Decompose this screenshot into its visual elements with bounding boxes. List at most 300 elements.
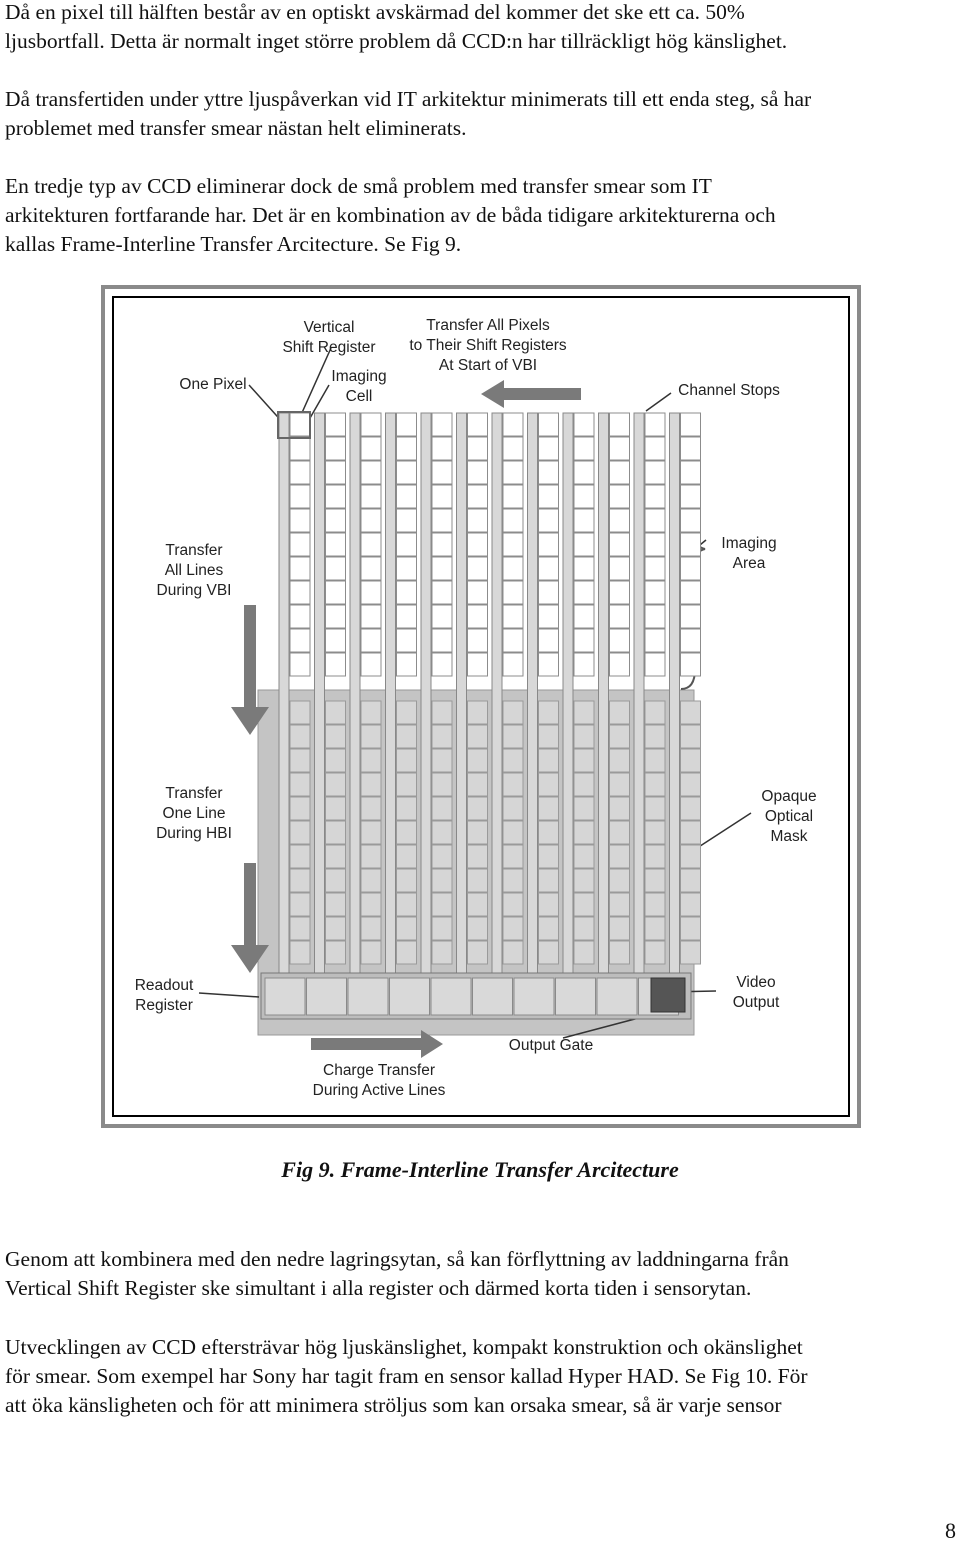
- imaging-cell: [468, 581, 488, 604]
- storage-cell: [503, 893, 523, 916]
- imaging-cell: [681, 533, 701, 556]
- imaging-cell: [681, 461, 701, 484]
- storage-cell: [539, 725, 559, 748]
- imaging-cell: [361, 653, 381, 676]
- label-line: Opaque: [761, 788, 817, 805]
- storage-cell: [468, 917, 488, 940]
- imaging-cell: [574, 653, 594, 676]
- storage-cell: [361, 869, 381, 892]
- storage-cell: [645, 773, 665, 796]
- frame-interline-transfer-figure: [101, 285, 861, 1128]
- label-line: At Start of VBI: [438, 357, 538, 374]
- imaging-cell: [361, 461, 381, 484]
- imaging-cell: [645, 461, 665, 484]
- readout-cell: [597, 978, 637, 1015]
- imaging-cell: [326, 437, 346, 460]
- figure-caption: Fig 9. Frame-Interline Transfer Arcitecture: [281, 1157, 679, 1182]
- storage-cell: [681, 893, 701, 916]
- label-line: Output: [732, 994, 780, 1011]
- imaging-cell: [610, 605, 630, 628]
- paragraph-ccd-development: [5, 1333, 955, 1420]
- storage-cell: [645, 917, 665, 940]
- imaging-cell: [468, 557, 488, 580]
- imaging-cell: [361, 629, 381, 652]
- label-line: Imaging: [331, 368, 387, 385]
- imaging-cell: [574, 461, 594, 484]
- storage-cell: [326, 941, 346, 964]
- imaging-cell: [432, 653, 452, 676]
- imaging-cell: [574, 485, 594, 508]
- imaging-cell: [574, 437, 594, 460]
- imaging-cell: [645, 653, 665, 676]
- imaging-cell: [361, 581, 381, 604]
- imaging-cell: [645, 557, 665, 580]
- imaging-cell: [397, 509, 417, 532]
- imaging-cell: [432, 581, 452, 604]
- storage-cell: [432, 869, 452, 892]
- storage-cell: [610, 893, 630, 916]
- imaging-cell: [361, 509, 381, 532]
- shift-register-column: [492, 413, 502, 973]
- imaging-cell: [468, 653, 488, 676]
- storage-cell: [290, 773, 310, 796]
- label-line: to Their Shift Registers: [409, 337, 567, 354]
- imaging-cell: [326, 653, 346, 676]
- storage-cell: [610, 845, 630, 868]
- imaging-cell: [290, 437, 310, 460]
- storage-cell: [574, 701, 594, 724]
- text-line: att öka känsligheten och för att minimera ströljus som kan orsaka smear, så är varje sensor: [5, 1393, 782, 1417]
- storage-cell: [361, 821, 381, 844]
- imaging-cell: [326, 413, 346, 436]
- imaging-cell: [326, 485, 346, 508]
- imaging-cell: [539, 533, 559, 556]
- storage-cell: [574, 869, 594, 892]
- storage-cell: [326, 845, 346, 868]
- storage-cell: [361, 893, 381, 916]
- imaging-cell: [610, 581, 630, 604]
- imaging-cell: [503, 629, 523, 652]
- text-line: ljusbortfall. Detta är normalt inget större problem då CCD:n har tillräckligt hög känslighet.: [5, 29, 788, 53]
- storage-cell: [539, 917, 559, 940]
- imaging-cell: [539, 437, 559, 460]
- storage-cell: [503, 869, 523, 892]
- imaging-cell: [503, 557, 523, 580]
- storage-cell: [290, 845, 310, 868]
- imaging-cell: [432, 557, 452, 580]
- storage-cell: [432, 845, 452, 868]
- storage-cell: [681, 821, 701, 844]
- imaging-cell: [574, 581, 594, 604]
- storage-cell: [681, 869, 701, 892]
- imaging-cell: [610, 653, 630, 676]
- storage-cell: [610, 917, 630, 940]
- imaging-cell: [468, 461, 488, 484]
- storage-cell: [397, 797, 417, 820]
- imaging-cell: [290, 413, 310, 436]
- imaging-cell: [574, 557, 594, 580]
- label-line: One Pixel: [179, 376, 247, 393]
- storage-cell: [681, 773, 701, 796]
- imaging-cell: [397, 653, 417, 676]
- imaging-cell: [681, 485, 701, 508]
- storage-cell: [361, 773, 381, 796]
- storage-cell: [361, 725, 381, 748]
- readout-cell: [514, 978, 554, 1015]
- imaging-cell: [432, 509, 452, 532]
- shift-register-column: [279, 413, 289, 973]
- storage-cell: [539, 749, 559, 772]
- imaging-cell: [539, 557, 559, 580]
- imaging-cell: [681, 581, 701, 604]
- imaging-cell: [361, 605, 381, 628]
- label-line: During HBI: [156, 825, 232, 842]
- storage-cell: [574, 797, 594, 820]
- shift-register-column: [528, 413, 538, 973]
- label-line: Video: [736, 974, 776, 991]
- imaging-cell: [539, 485, 559, 508]
- storage-cell: [574, 917, 594, 940]
- imaging-cell: [539, 629, 559, 652]
- storage-cell: [610, 941, 630, 964]
- storage-cell: [539, 893, 559, 916]
- storage-cell: [681, 917, 701, 940]
- storage-cell: [574, 749, 594, 772]
- imaging-cell: [326, 533, 346, 556]
- storage-cell: [397, 893, 417, 916]
- storage-cell: [432, 893, 452, 916]
- storage-cell: [645, 893, 665, 916]
- imaging-cell: [645, 413, 665, 436]
- storage-cell: [468, 869, 488, 892]
- imaging-cell: [432, 461, 452, 484]
- storage-cell: [610, 869, 630, 892]
- storage-cell: [361, 845, 381, 868]
- storage-cell: [432, 725, 452, 748]
- imaging-cell: [503, 509, 523, 532]
- storage-cell: [290, 869, 310, 892]
- imaging-cell: [610, 509, 630, 532]
- label-line: Transfer: [165, 785, 223, 802]
- imaging-cell: [539, 509, 559, 532]
- label-line: Vertical: [303, 319, 355, 336]
- label-line: Register: [135, 997, 193, 1014]
- label-line: Area: [732, 555, 766, 572]
- imaging-cell: [432, 629, 452, 652]
- storage-cell: [468, 941, 488, 964]
- label-channel-stops: [678, 382, 780, 399]
- imaging-cell: [645, 437, 665, 460]
- label-line: Charge Transfer: [323, 1062, 435, 1079]
- storage-cell: [645, 941, 665, 964]
- storage-cell: [645, 821, 665, 844]
- paragraph-transfer-smear: [5, 85, 955, 143]
- storage-cell: [290, 797, 310, 820]
- label-line: One Line: [162, 805, 226, 822]
- storage-cell: [290, 917, 310, 940]
- storage-cell: [539, 941, 559, 964]
- storage-cell: [503, 917, 523, 940]
- storage-cell: [503, 941, 523, 964]
- storage-cell: [681, 701, 701, 724]
- readout-cell: [348, 978, 388, 1015]
- label-line: Imaging: [721, 535, 777, 552]
- label-line: Shift Register: [282, 339, 376, 356]
- storage-cell: [326, 773, 346, 796]
- imaging-cell: [645, 605, 665, 628]
- imaging-cell: [574, 509, 594, 532]
- text-line: kallas Frame-Interline Transfer Arcitecture. Se Fig 9.: [5, 232, 462, 256]
- imaging-cell: [290, 653, 310, 676]
- imaging-cell: [397, 629, 417, 652]
- imaging-cell: [645, 629, 665, 652]
- imaging-cell: [539, 653, 559, 676]
- storage-cell: [503, 749, 523, 772]
- imaging-cell: [645, 509, 665, 532]
- shift-register-column: [386, 413, 396, 973]
- readout-cell: [431, 978, 471, 1015]
- imaging-cell: [574, 533, 594, 556]
- storage-cell: [468, 773, 488, 796]
- storage-cell: [326, 917, 346, 940]
- storage-cell: [645, 797, 665, 820]
- imaging-cell: [397, 485, 417, 508]
- storage-cell: [290, 725, 310, 748]
- imaging-cell: [610, 533, 630, 556]
- label-line: Channel Stops: [678, 382, 780, 399]
- imaging-cell: [326, 557, 346, 580]
- readout-cell: [307, 978, 347, 1015]
- imaging-cell: [574, 629, 594, 652]
- storage-cell: [326, 797, 346, 820]
- imaging-cell: [503, 413, 523, 436]
- imaging-cell: [539, 605, 559, 628]
- storage-cell: [610, 725, 630, 748]
- imaging-cell: [361, 557, 381, 580]
- storage-cell: [397, 773, 417, 796]
- storage-cell: [468, 845, 488, 868]
- imaging-cell: [432, 605, 452, 628]
- imaging-cell: [361, 485, 381, 508]
- storage-cell: [361, 941, 381, 964]
- storage-cell: [681, 797, 701, 820]
- storage-cell: [432, 797, 452, 820]
- storage-cell: [503, 773, 523, 796]
- text-line: arkitekturen fortfarande har. Det är en kombination av de båda tidigare arkitekturerna och: [5, 203, 776, 227]
- storage-cell: [645, 749, 665, 772]
- imaging-cell: [290, 533, 310, 556]
- storage-cell: [645, 845, 665, 868]
- storage-cell: [610, 797, 630, 820]
- output-cell: [651, 978, 685, 1012]
- storage-cell: [432, 821, 452, 844]
- storage-cell: [468, 821, 488, 844]
- storage-cell: [326, 821, 346, 844]
- storage-cell: [503, 701, 523, 724]
- readout-cell: [556, 978, 596, 1015]
- imaging-cell: [290, 629, 310, 652]
- imaging-cell: [468, 629, 488, 652]
- imaging-cell: [290, 485, 310, 508]
- imaging-cell: [432, 485, 452, 508]
- readout-cell: [473, 978, 513, 1015]
- storage-cell: [397, 749, 417, 772]
- imaging-cell: [681, 653, 701, 676]
- storage-cell: [361, 701, 381, 724]
- storage-cell: [503, 845, 523, 868]
- shift-register-column: [670, 413, 680, 973]
- storage-cell: [610, 821, 630, 844]
- label-line: Readout: [134, 977, 194, 994]
- imaging-cell: [681, 629, 701, 652]
- storage-cell: [468, 725, 488, 748]
- label-transfer-all-lines: [157, 542, 232, 599]
- storage-cell: [681, 749, 701, 772]
- storage-cell: [326, 749, 346, 772]
- text-line: för smear. Som exempel har Sony har tagit fram en sensor kallad Hyper HAD. Se Fig 10. För: [5, 1364, 808, 1388]
- storage-cell: [503, 725, 523, 748]
- imaging-cell: [681, 509, 701, 532]
- storage-cell: [397, 821, 417, 844]
- storage-cell: [397, 701, 417, 724]
- storage-cell: [397, 869, 417, 892]
- text-line: problemet med transfer smear nästan helt eliminerats.: [5, 116, 467, 140]
- imaging-cell: [610, 437, 630, 460]
- storage-cell: [610, 701, 630, 724]
- storage-cell: [397, 725, 417, 748]
- imaging-cell: [432, 437, 452, 460]
- imaging-cell: [397, 413, 417, 436]
- storage-cell: [539, 773, 559, 796]
- shift-register-column: [634, 413, 644, 973]
- imaging-cell: [361, 437, 381, 460]
- imaging-cell: [610, 557, 630, 580]
- imaging-cell: [397, 533, 417, 556]
- imaging-cell: [290, 581, 310, 604]
- storage-cell: [681, 845, 701, 868]
- imaging-cell: [468, 533, 488, 556]
- imaging-cell: [361, 413, 381, 436]
- imaging-cell: [539, 581, 559, 604]
- storage-cell: [645, 725, 665, 748]
- imaging-cell: [326, 581, 346, 604]
- imaging-cell: [397, 461, 417, 484]
- label-line: Cell: [345, 388, 373, 405]
- storage-cell: [539, 797, 559, 820]
- imaging-cell: [432, 413, 452, 436]
- storage-cell: [397, 941, 417, 964]
- storage-cell: [290, 821, 310, 844]
- imaging-cell: [326, 629, 346, 652]
- shift-register-column: [457, 413, 467, 973]
- imaging-cell: [503, 581, 523, 604]
- imaging-cell: [645, 485, 665, 508]
- imaging-cell: [645, 533, 665, 556]
- imaging-cell: [503, 485, 523, 508]
- imaging-cell: [503, 533, 523, 556]
- imaging-cell: [397, 557, 417, 580]
- page-number: 8: [945, 1518, 956, 1543]
- shift-register-column: [315, 413, 325, 973]
- text-line: Utvecklingen av CCD eftersträvar hög ljuskänslighet, kompakt konstruktion och okänslighet: [5, 1335, 803, 1359]
- imaging-cell: [361, 533, 381, 556]
- storage-cell: [681, 941, 701, 964]
- storage-cell: [397, 845, 417, 868]
- imaging-cell: [326, 605, 346, 628]
- label-line: During Active Lines: [312, 1082, 446, 1099]
- imaging-cell: [610, 485, 630, 508]
- imaging-cell: [468, 485, 488, 508]
- imaging-cell: [397, 437, 417, 460]
- storage-cell: [468, 893, 488, 916]
- imaging-cell: [539, 413, 559, 436]
- storage-cell: [326, 893, 346, 916]
- imaging-cell: [574, 413, 594, 436]
- storage-cell: [397, 917, 417, 940]
- shift-register-column: [350, 413, 360, 973]
- readout-cell: [265, 978, 305, 1015]
- label-line: Mask: [770, 828, 808, 845]
- storage-cell: [468, 797, 488, 820]
- label-line: Optical: [764, 808, 814, 825]
- storage-cell: [432, 701, 452, 724]
- storage-cell: [432, 773, 452, 796]
- imaging-cell: [290, 461, 310, 484]
- storage-cell: [290, 749, 310, 772]
- imaging-cell: [503, 437, 523, 460]
- shift-register-column: [599, 413, 609, 973]
- paragraph-storage-area: [5, 1245, 955, 1303]
- readout-cell: [390, 978, 430, 1015]
- storage-cell: [574, 941, 594, 964]
- imaging-cell: [645, 581, 665, 604]
- imaging-cell: [503, 605, 523, 628]
- label-output-gate: [509, 1037, 593, 1054]
- storage-cell: [468, 749, 488, 772]
- imaging-cell: [468, 605, 488, 628]
- imaging-cell: [681, 557, 701, 580]
- imaging-cell: [574, 605, 594, 628]
- storage-cell: [574, 893, 594, 916]
- imaging-cell: [503, 461, 523, 484]
- storage-cell: [432, 917, 452, 940]
- storage-cell: [468, 701, 488, 724]
- imaging-cell: [468, 509, 488, 532]
- storage-cell: [574, 821, 594, 844]
- storage-cell: [574, 725, 594, 748]
- storage-cell: [681, 725, 701, 748]
- label-transfer-one-line: [156, 785, 232, 842]
- imaging-cell: [539, 461, 559, 484]
- imaging-cell: [681, 605, 701, 628]
- storage-cell: [361, 797, 381, 820]
- storage-cell: [290, 701, 310, 724]
- imaging-cell: [290, 605, 310, 628]
- storage-cell: [574, 845, 594, 868]
- storage-cell: [361, 749, 381, 772]
- storage-cell: [503, 797, 523, 820]
- storage-cell: [610, 773, 630, 796]
- storage-cell: [645, 869, 665, 892]
- label-line: Transfer All Pixels: [426, 317, 550, 334]
- imaging-cell: [610, 413, 630, 436]
- paragraph-third-ccd-type: [5, 172, 955, 259]
- storage-cell: [290, 893, 310, 916]
- storage-cell: [645, 701, 665, 724]
- imaging-cell: [681, 413, 701, 436]
- storage-cell: [290, 941, 310, 964]
- imaging-cell: [290, 557, 310, 580]
